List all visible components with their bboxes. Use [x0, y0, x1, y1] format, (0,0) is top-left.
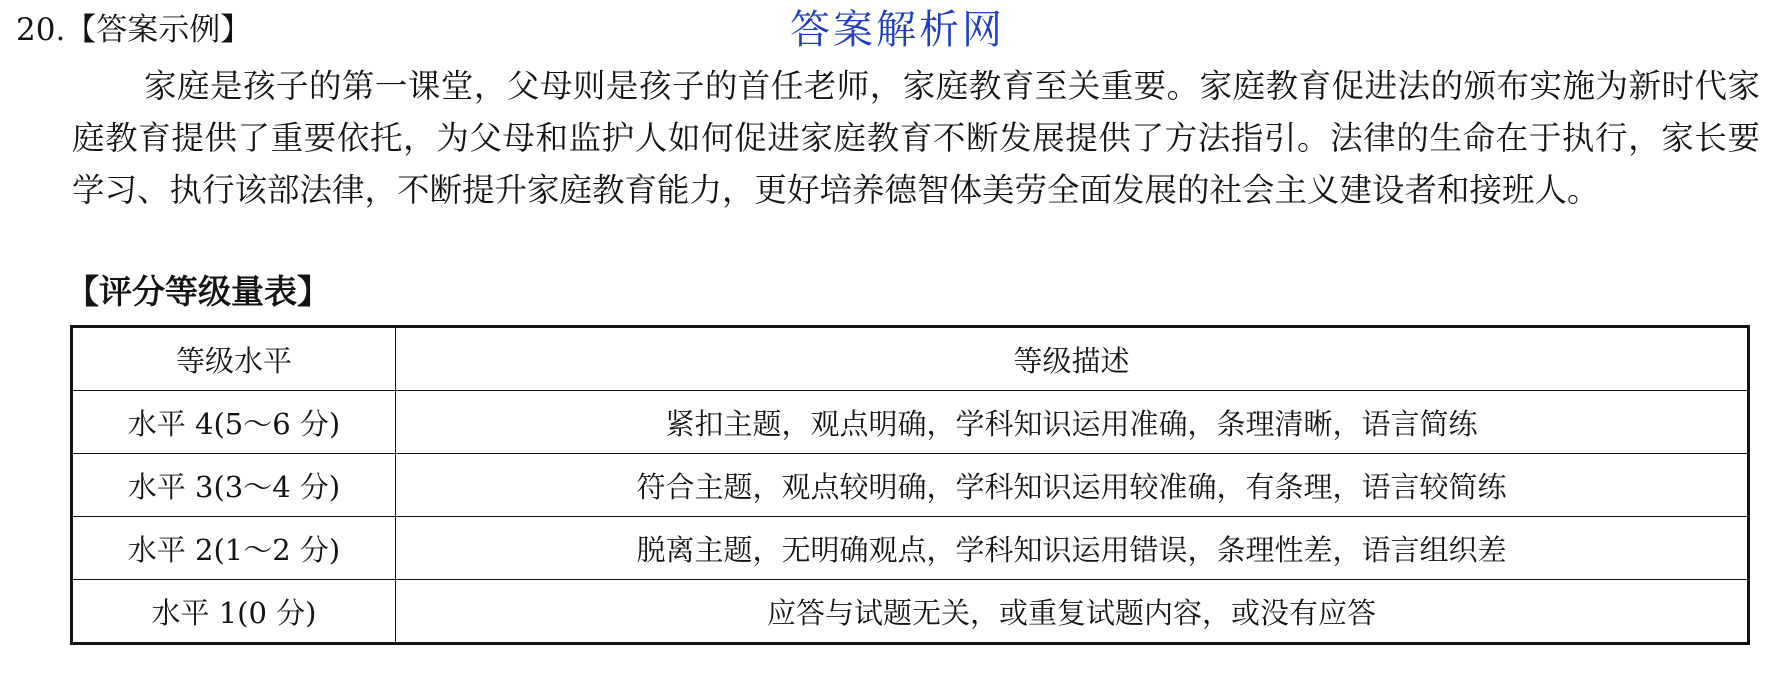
level-cell: 水平 4(5～6 分) [72, 391, 396, 454]
description-cell: 紧扣主题，观点明确，学科知识运用准确，条理清晰，语言简练 [396, 391, 1749, 454]
description-cell: 脱离主题，无明确观点，学科知识运用错误，条理性差，语言组织差 [396, 517, 1749, 580]
table-row [72, 580, 1749, 644]
level-cell: 水平 1(0 分) [72, 580, 396, 644]
description-cell: 符合主题，观点较明确，学科知识运用较准确，有条理，语言较简练 [396, 454, 1749, 517]
rubric-title: 【评分等级量表】 [66, 272, 330, 311]
table-row [72, 454, 1749, 517]
watermark-text: 答案解析网 [790, 7, 1005, 53]
table-row [72, 391, 1749, 454]
rubric-header-row [72, 327, 1749, 391]
column-header-description: 等级描述 [396, 327, 1749, 391]
description-cell: 应答与试题无关，或重复试题内容，或没有应答 [396, 580, 1749, 644]
question-header: 20.【答案示例】 [16, 12, 252, 48]
column-header-level: 等级水平 [72, 327, 396, 391]
rubric-table [70, 325, 1750, 645]
level-cell: 水平 3(3～4 分) [72, 454, 396, 517]
level-cell: 水平 2(1～2 分) [72, 517, 396, 580]
answer-paragraph: 家庭是孩子的第一课堂，父母则是孩子的首任老师，家庭教育至关重要。家庭教育促进法的颁布实施为新时代家庭教育提供了重要依托，为父母和监护人如何促进家庭教育不断发展提供了方法指引。法律的生命在于执行，家长要学习、执行该部法律，不断提升家庭教育能力，更好培养德智体美劳全面发展的社会主义建设者和接班人。 [72, 67, 1760, 209]
table-row [72, 517, 1749, 580]
